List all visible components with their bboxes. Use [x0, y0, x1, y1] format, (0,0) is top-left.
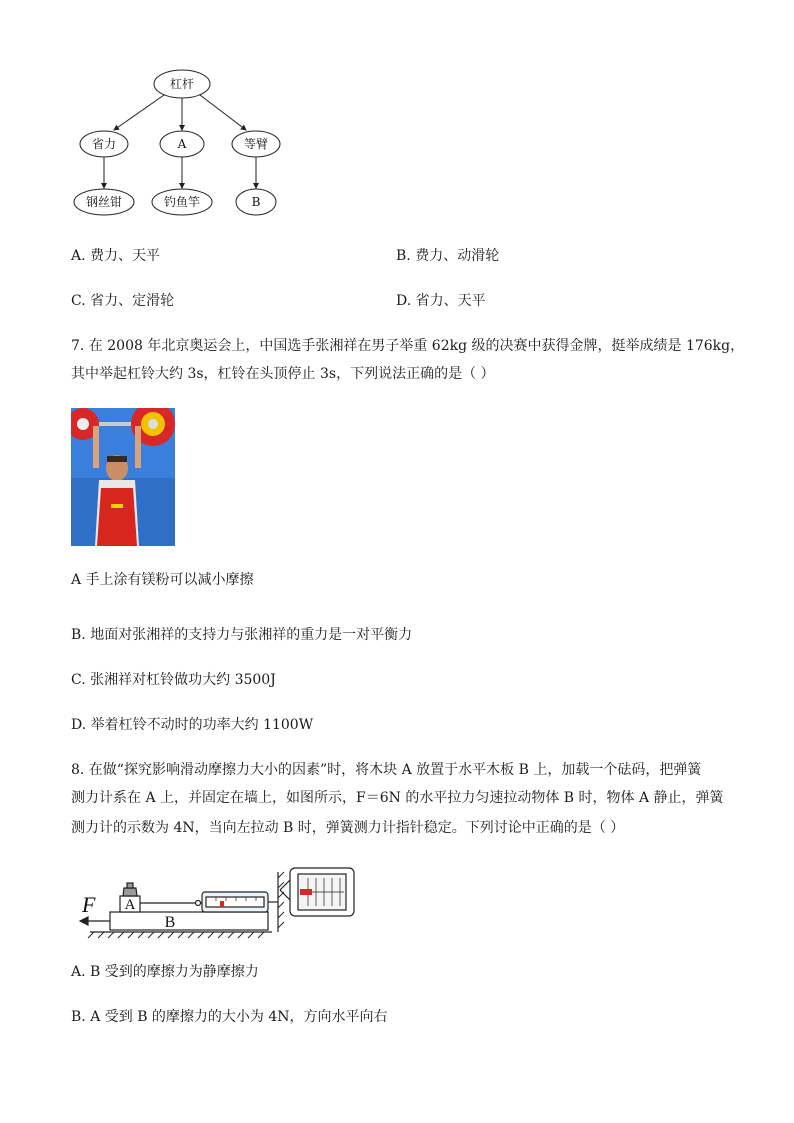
node-mid-3-label: 等臂: [243, 137, 269, 151]
q8-option-b[interactable]: B. A 受到 B 的摩擦力的大小为 4N，方向水平向右: [71, 1009, 388, 1025]
force-label: F: [82, 892, 96, 917]
node-mid-1-label: 省力: [91, 137, 117, 151]
node-leaf-2-label: 钓鱼竿: [163, 195, 201, 209]
q6-option-d[interactable]: D. 省力、天平: [396, 293, 486, 309]
block-a-label: A: [124, 897, 136, 913]
weightlifter-photo: [71, 408, 175, 546]
board-b-label: B: [164, 914, 176, 931]
q7-stem-line2: 其中举起杠铃大约 3s，杠铃在头顶停止 3s，下列说法正确的是（ ）: [71, 366, 495, 382]
node-root-label: 杠杆: [169, 77, 195, 91]
q6-option-a[interactable]: A. 费力、天平: [71, 248, 161, 264]
q7-option-c[interactable]: C. 张湘祥对杠铃做功大约 3500J: [71, 672, 276, 688]
q7-option-d[interactable]: D. 举着杠铃不动时的功率大约 1100W: [71, 717, 314, 733]
q7-option-b[interactable]: B. 地面对张湘祥的支持力与张湘祥的重力是一对平衡力: [71, 627, 413, 643]
q8-stem-line3: 测力计的示数为 4N，当向左拉动 B 时，弹簧测力计指针稳定。下列讨论中正确的是（ ）: [71, 820, 625, 836]
friction-experiment-figure: [76, 866, 360, 940]
node-leaf-1-label: 钢丝钳: [85, 195, 123, 209]
q6-option-c[interactable]: C. 省力、定滑轮: [71, 293, 175, 309]
lever-concept-diagram: [70, 66, 290, 218]
q8-stem-line1: 8. 在做“探究影响滑动摩擦力大小的因素”时，将木块 A 放置于水平木板 B 上，加载一个砝码，把弹簧: [71, 762, 702, 778]
q7-option-a[interactable]: A 手上涂有镁粉可以减小摩擦: [71, 572, 254, 588]
node-mid-2-label: A: [177, 137, 187, 151]
q6-option-b[interactable]: B. 费力、动滑轮: [396, 248, 500, 264]
q7-stem-line1: 7. 在 2008 年北京奥运会上，中国选手张湘祥在男子举重 62kg 级的决赛中获得金牌，挺举成绩是 176kg，: [71, 338, 745, 354]
q8-option-a[interactable]: A. B 受到的摩擦力为静摩擦力: [71, 964, 259, 980]
q8-stem-line2: 测力计系在 A 上，并固定在墙上，如图所示，F＝6N 的水平拉力匀速拉动物体 B 时，物体 A 静止，弹簧: [71, 790, 724, 806]
node-leaf-3-label: B: [251, 195, 261, 209]
